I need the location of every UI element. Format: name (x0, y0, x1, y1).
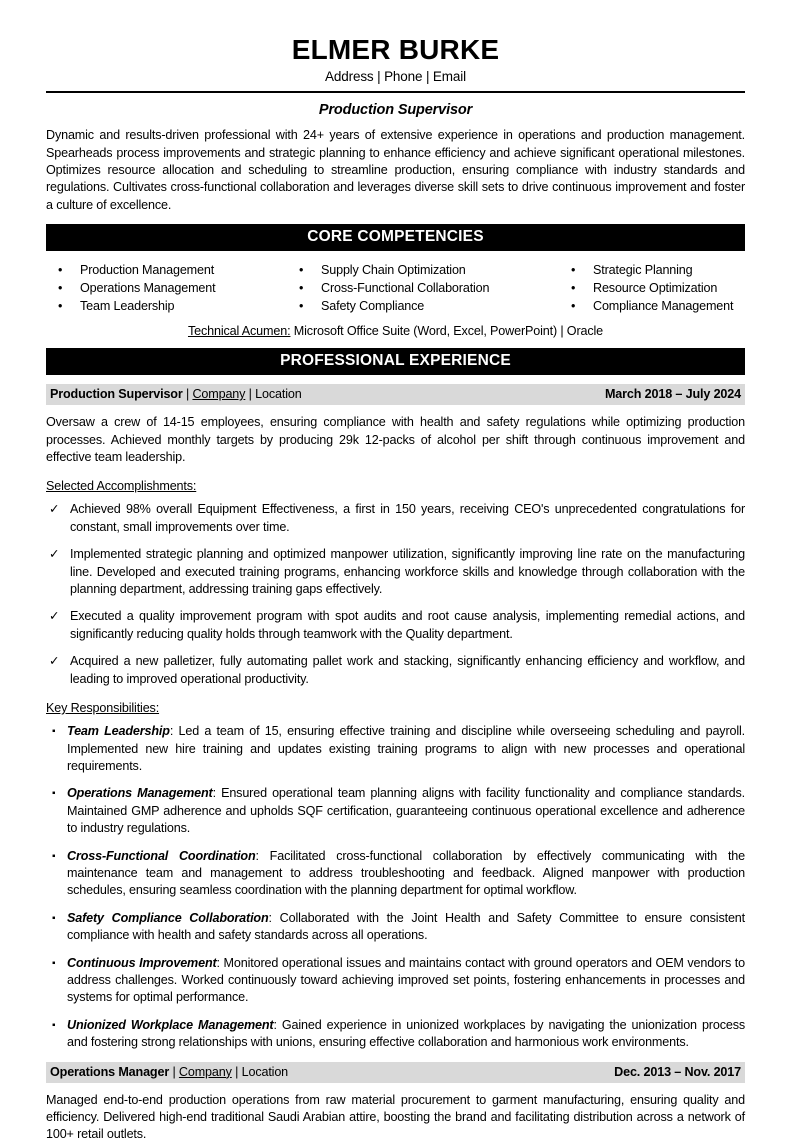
responsibility-detail: : Gained experience in unionized workplaces by navigating the unionization process and fostering strong relationships with unions, ensuring effective collaboration and harmonious work environments. (67, 1017, 745, 1050)
responsibility-item (46, 848, 745, 900)
contact-line: Address | Phone | Email (46, 69, 745, 93)
technical-acumen-line (46, 324, 745, 338)
responsibility-lead: Unionized Workplace Management (67, 1017, 274, 1032)
check-icon: ✓ (49, 609, 60, 624)
responsibility-detail: : Monitored operational issues and maintains contact with ground operators and OEM vendors to address challenges. Worked continuously toward achieving improved set points, fostering enhancements in processes and systems for optimal performance. (67, 955, 745, 1005)
responsibility-lead: Operations Management (67, 786, 213, 801)
job-header-operations-manager (46, 1062, 745, 1083)
job-header-left (50, 1065, 288, 1079)
job-dates: Dec. 2013 – Nov. 2017 (614, 1064, 741, 1079)
job-header-production-supervisor (46, 384, 745, 405)
bullet-icon: • (571, 263, 576, 278)
job-company: Company (192, 387, 246, 402)
accomplishments-heading: Selected Accomplishments: (46, 479, 197, 494)
competency-item (299, 261, 569, 279)
job-company: Company (178, 1064, 232, 1079)
accomplishment-text: Acquired a new palletizer, fully automating pallet work and stacking, significantly enhancing efficiency and workflow, and leading to improved operational productivity. (70, 654, 745, 686)
responsibility-lead: Cross-Functional Coordination (67, 848, 256, 863)
responsibility-text (67, 1017, 745, 1052)
competency-item (299, 297, 569, 315)
responsibility-item (46, 955, 745, 1007)
job-overview: Managed end-to-end production operations from raw material procurement to garment manufacturing, ensuring quality and efficiency. Delivered high-end traditional Saudi Arabian attire, boosting the brand and facilitating distribution across a network of 100+ retail outlets. (46, 1092, 745, 1142)
responsibility-text (67, 848, 745, 900)
competency-item (299, 279, 569, 297)
job-header-left (50, 387, 302, 401)
square-bullet-icon: ▪ (52, 957, 56, 969)
responsibilities-heading: Key Responsibilities: (46, 701, 160, 716)
separator: | (248, 387, 252, 402)
accomplishment-item (46, 501, 745, 536)
competency-label: Cross-Functional Collaboration (321, 281, 490, 296)
job-location: Location (241, 1064, 289, 1079)
bullet-icon: • (58, 281, 63, 296)
technical-acumen-text: Microsoft Office Suite (Word, Excel, PowerPoint) | Oracle (290, 324, 604, 339)
responsibility-text (67, 955, 745, 1007)
bullet-icon: • (299, 263, 304, 278)
responsibility-text (67, 785, 745, 837)
separator: | (185, 387, 190, 402)
accomplishment-item (46, 608, 745, 643)
job-title: Production Supervisor (50, 387, 183, 402)
square-bullet-icon: ▪ (52, 788, 56, 800)
check-icon: ✓ (49, 547, 60, 562)
competency-item (58, 297, 289, 315)
responsibility-item (46, 785, 745, 837)
square-bullet-icon: ▪ (52, 1019, 56, 1031)
square-bullet-icon: ▪ (52, 912, 56, 924)
responsibility-lead: Continuous Improvement (67, 955, 217, 970)
bullet-icon: • (299, 281, 304, 296)
competency-item (571, 261, 745, 279)
competencies-grid (46, 260, 745, 315)
responsibility-detail: : Collaborated with the Joint Health and Safety Committee to ensure consistent compliance with health and safety standards across all operations. (67, 910, 746, 943)
responsibility-item (46, 723, 745, 775)
job-overview: Oversaw a crew of 14-15 employees, ensuring compliance with health and safety regulations while optimizing production processes. Achieved monthly targets by producing 29k 12-packs of alcohol per shift through continuous improvement and effective team leadership. (46, 415, 745, 465)
competencies-column-2 (289, 261, 569, 315)
candidate-name: ELMER BURKE (291, 34, 500, 65)
responsibility-detail: : Ensured operational team planning aligns with facility functionality and compliance standards. Maintained GMP adherence and upholds SQF certification, guaranteeing continuous operational excellence and adherence to industry regulations. (67, 786, 745, 836)
separator: | (172, 1064, 176, 1079)
square-bullet-icon: ▪ (52, 850, 56, 862)
responsibility-lead: Team Leadership (67, 724, 170, 739)
competency-item (58, 279, 289, 297)
responsibility-item (46, 1017, 745, 1052)
competency-label: Team Leadership (80, 299, 175, 314)
competency-label: Operations Management (80, 281, 216, 296)
bullet-icon: • (571, 299, 576, 314)
bullet-icon: • (299, 299, 304, 314)
summary-paragraph: Dynamic and results-driven professional with 24+ years of extensive experience in operations and production management. Spearheads process improvements and strategic planning to enhance efficiency and achieve significant operational milestones. Optimizes resource allocation and scheduling to streamline production, ensuring compliance with industry standards and regulations. Cultivates cross-functional collaboration and leverages diverse skill sets to drive continuous improvement and foster a culture of excellence. (46, 128, 745, 212)
separator: | (235, 1064, 239, 1079)
accomplishment-text: Achieved 98% overall Equipment Effectiveness, a first in 150 years, receiving CEO's unprecedented congratulations for constant, small improvements over time. (70, 502, 745, 534)
competency-label: Strategic Planning (593, 263, 693, 278)
accomplishment-item (46, 653, 745, 688)
bullet-icon: • (58, 299, 63, 314)
resume-role-title: Production Supervisor (318, 102, 473, 119)
responsibility-text (67, 910, 745, 945)
competency-label: Production Management (80, 263, 215, 278)
competency-item (571, 279, 745, 297)
check-icon: ✓ (49, 654, 60, 669)
competencies-column-3 (569, 261, 745, 315)
responsibility-lead: Safety Compliance Collaboration (67, 910, 269, 925)
responsibility-text (67, 723, 745, 775)
responsibility-item (46, 910, 745, 945)
competency-item (571, 297, 745, 315)
job-location: Location (255, 387, 302, 402)
accomplishment-text: Implemented strategic planning and optimized manpower utilization, significantly improving line rate on the manufacturing line. Developed and executed training programs, enhancing workforce skills and knowledge through collaboration with the planning department, addressing training gaps effectively. (70, 547, 745, 597)
competency-label: Resource Optimization (593, 281, 718, 296)
technical-acumen-label: Technical Acumen: (187, 324, 291, 339)
section-banner-professional-experience: PROFESSIONAL EXPERIENCE (46, 348, 745, 375)
responsibility-detail: : Led a team of 15, ensuring effective training and discipline while overseeing scheduling and payroll. Implemented new hire training and updates existing training programs to align with new processes and operational requirements. (67, 724, 745, 773)
bullet-icon: • (58, 263, 63, 278)
competency-label: Safety Compliance (321, 299, 425, 314)
accomplishments-list (46, 501, 745, 688)
accomplishment-item (46, 546, 745, 598)
responsibility-detail: : Facilitated cross-functional collaboration by effectively communicating with the maintenance team and management to address troubleshooting and feedback. Aligned manpower with production schedules, ensuring seamless coordination with the planning department for optimal workflow. (67, 848, 745, 898)
competency-label: Compliance Management (593, 299, 734, 314)
competency-item (58, 261, 289, 279)
square-bullet-icon: ▪ (52, 726, 56, 738)
competency-label: Supply Chain Optimization (321, 263, 466, 278)
job-title: Operations Manager (50, 1064, 170, 1079)
competencies-column-1 (46, 261, 289, 315)
responsibilities-list (46, 723, 745, 1052)
bullet-icon: • (571, 281, 576, 296)
check-icon: ✓ (49, 502, 60, 517)
section-banner-core-competencies: CORE COMPETENCIES (46, 224, 745, 251)
job-dates: March 2018 – July 2024 (604, 387, 741, 402)
accomplishment-text: Executed a quality improvement program with spot audits and root cause analysis, implementing remedial actions, and significantly reducing quality holds through teamwork with the Quality department. (70, 609, 745, 641)
